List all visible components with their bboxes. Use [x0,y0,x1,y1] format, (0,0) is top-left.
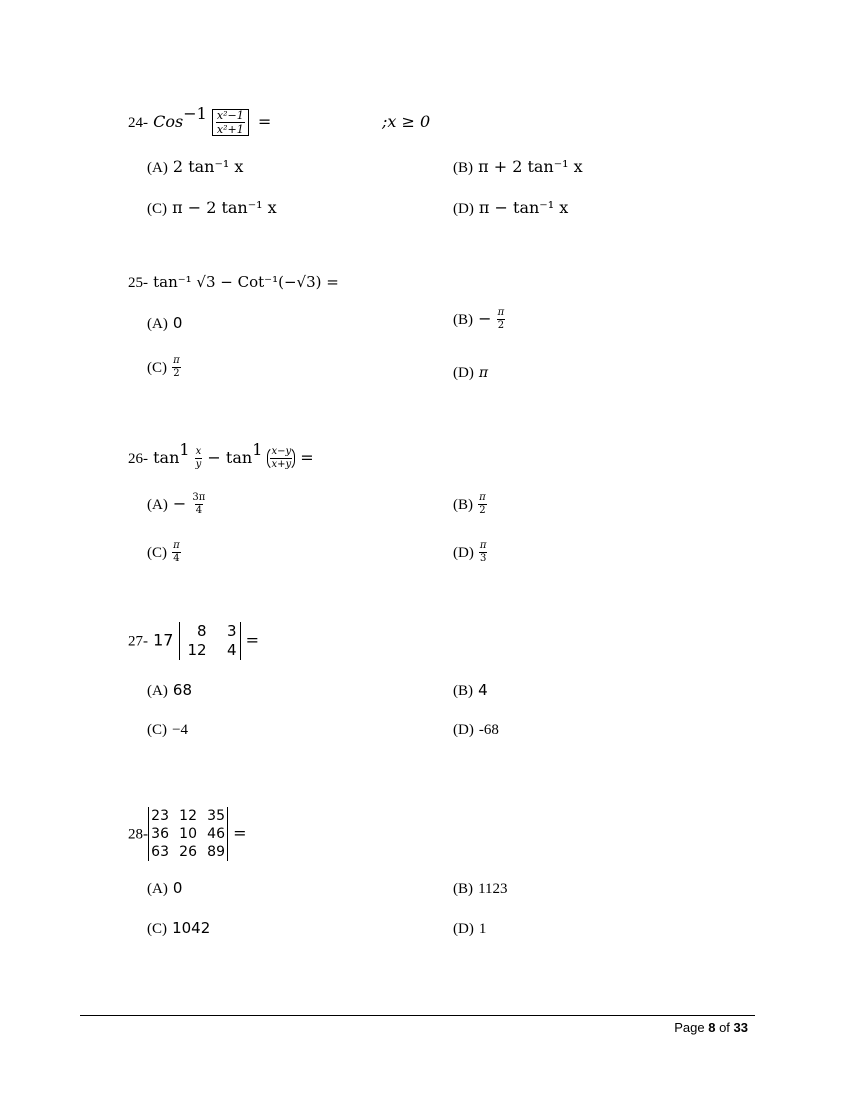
paren-expression [267,446,295,471]
question-25 [128,272,339,292]
option-value: 68 [172,681,193,699]
option-26d[interactable] [453,541,488,564]
option-24c[interactable] [147,198,277,218]
fraction-numerator: x²−1 [216,109,244,122]
option-26a[interactable] [147,493,206,516]
option-26b[interactable] [453,493,487,516]
option-26c[interactable] [147,541,181,564]
option-label: (D) [453,201,474,217]
matrix-cell: 35 [207,808,225,824]
option-label: (A) [147,683,168,699]
matrix-cell: 36 [151,826,169,842]
option-value: π − 2 tan⁻¹ x [172,198,277,217]
fraction-denominator: 2 [173,368,180,379]
footer-divider [80,1015,755,1016]
option-28c[interactable] [147,918,210,938]
page-word: Page [674,1020,705,1035]
option-value: 1123 [478,881,508,897]
option-label: (A) [147,160,168,176]
total-pages: 33 [733,1020,748,1035]
option-25d[interactable] [453,362,488,382]
option-24b[interactable] [453,157,583,177]
option-value: −4 [172,722,189,738]
function-name: tan [225,448,253,467]
option-label: (D) [453,365,474,381]
matrix-cell: 23 [151,808,169,824]
option-label: (B) [453,160,473,176]
option-label: (B) [453,881,473,897]
fraction-denominator: x²+1 [216,123,244,136]
question-stem: tan⁻¹ √3 − Cot⁻¹(−√3) = [153,273,339,291]
fraction-numerator: π [497,307,505,318]
matrix-cell: 12 [187,641,207,659]
option-label: (D) [453,722,474,738]
matrix-cell: 89 [207,844,225,860]
option-25a[interactable] [147,313,182,333]
page-footer [674,1020,748,1035]
matrix-cell: 4 [227,641,237,659]
fraction-denominator: x+y [271,459,292,470]
question-26 [128,440,314,471]
question-24 [128,104,271,136]
question-number: 28- [128,826,148,843]
fraction-denominator: 2 [479,505,486,516]
fraction-numerator: π [173,540,180,551]
option-value: π − tan⁻¹ x [478,198,569,217]
option-value: 1042 [172,919,211,937]
option-25b[interactable] [453,308,505,331]
equals-sign: = [257,112,272,131]
option-24d[interactable] [453,198,568,218]
fraction-denominator: y [195,459,202,470]
option-value: π [478,365,489,381]
fraction-denominator: 2 [497,320,505,331]
exponent: 1 [252,440,263,459]
fraction-numerator: 3π [192,492,206,503]
option-label: (D) [453,545,474,561]
option-value: 1 [478,921,487,937]
determinant [179,622,241,660]
equals-sign: = [300,448,314,467]
option-label: (C) [147,360,167,376]
matrix-cell: 12 [179,808,197,824]
question-number: 25- [128,275,148,291]
question-28 [128,807,247,861]
matrix-cell: 46 [207,826,225,842]
exponent: 1 [179,440,190,459]
option-27a[interactable] [147,680,192,700]
option-27d[interactable] [453,719,499,739]
option-27c[interactable] [147,719,188,739]
function-name: Cos [153,112,184,131]
option-label: (C) [147,201,167,217]
exponent: −1 [183,104,207,123]
option-label: (D) [453,921,474,937]
option-28d[interactable] [453,918,486,938]
option-label: (C) [147,545,167,561]
equals-sign: = [245,630,260,650]
option-27b[interactable] [453,680,488,700]
question-number: 24- [128,115,148,131]
option-28b[interactable] [453,878,508,898]
fraction-numerator: x−y [271,446,292,457]
question-27 [128,622,259,660]
option-value: 2 tan⁻¹ x [172,157,244,176]
minus-sign: − [207,448,221,467]
option-label: (A) [147,497,168,513]
fraction-denominator: 4 [173,553,180,564]
fraction-denominator: 3 [480,553,487,564]
option-value: 4 [478,681,488,699]
current-page: 8 [708,1020,716,1035]
option-value: 0 [172,314,183,332]
fraction-denominator: 4 [195,505,203,516]
option-label: (B) [453,312,473,328]
equals-sign: = [233,823,247,843]
option-label: (A) [147,316,168,332]
option-24a[interactable] [147,157,243,177]
fraction-numerator: π [173,355,180,366]
option-prefix: − [478,309,492,328]
option-value: 0 [172,879,183,897]
question-number: 26- [128,451,148,467]
matrix-cell: 3 [227,622,237,640]
of-word: of [719,1020,730,1035]
option-label: (B) [453,683,473,699]
option-label: (B) [453,497,473,513]
bracket-expression [212,109,249,136]
option-prefix: − [172,494,187,513]
condition: ;x ≥ 0 [382,112,431,131]
fraction-numerator: π [479,540,487,551]
option-label: (C) [147,921,167,937]
matrix-cell: 8 [197,622,207,640]
matrix-cell: 26 [179,844,197,860]
function-name: tan [153,448,180,467]
question-number: 27- [128,633,148,650]
matrix-cell: 10 [179,826,197,842]
fraction-numerator: π [479,492,486,503]
determinant [148,807,228,861]
fraction-numerator: x [195,446,202,457]
option-value: π + 2 tan⁻¹ x [478,157,583,176]
matrix-cell: 63 [151,844,169,860]
option-28a[interactable] [147,878,182,898]
option-value: -68 [478,722,499,738]
option-label: (C) [147,722,167,738]
option-25c[interactable] [147,356,181,379]
coefficient: 17 [153,630,174,650]
option-label: (A) [147,881,168,897]
